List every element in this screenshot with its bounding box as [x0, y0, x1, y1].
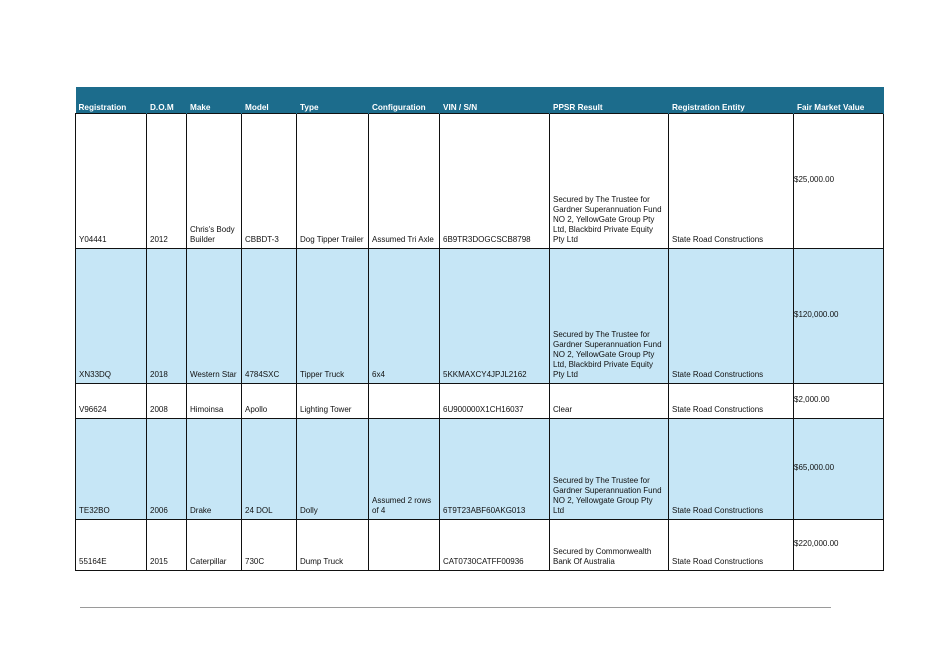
model-cell: CBBDT-3	[242, 114, 297, 249]
configuration-cell: Assumed 2 rows of 4	[369, 419, 440, 520]
type-cell: Dog Tipper Trailer	[297, 114, 369, 249]
vin-cell: 6U900000X1CH16037	[440, 384, 550, 419]
dom-cell: 2012	[147, 114, 187, 249]
column-header-make: Make	[187, 87, 242, 114]
table-row	[76, 114, 884, 249]
column-header-ppsr-result: PPSR Result	[550, 87, 669, 114]
registration-cell: XN33DQ	[76, 249, 147, 384]
model-cell: 730C	[242, 520, 297, 571]
column-header-model: Model	[242, 87, 297, 114]
registration-entity-cell: State Road Constructions	[669, 520, 794, 571]
column-header-dom: D.O.M	[147, 87, 187, 114]
type-cell: Dolly	[297, 419, 369, 520]
model-cell: Apollo	[242, 384, 297, 419]
table-row	[76, 384, 884, 419]
table-header-row	[76, 87, 884, 114]
fair-market-value-cell: $120,000.00	[794, 249, 884, 384]
column-header-registration-entity: Registration Entity	[669, 87, 794, 114]
model-cell: 4784SXC	[242, 249, 297, 384]
registration-cell: 55164E	[76, 520, 147, 571]
fair-market-value-cell: $65,000.00	[794, 419, 884, 520]
column-header-type: Type	[297, 87, 369, 114]
registration-entity-cell: State Road Constructions	[669, 249, 794, 384]
registration-entity-cell: State Road Constructions	[669, 384, 794, 419]
model-cell: 24 DOL	[242, 419, 297, 520]
registration-cell: V96624	[76, 384, 147, 419]
dom-cell: 2015	[147, 520, 187, 571]
configuration-cell	[369, 520, 440, 571]
vin-cell: CAT0730CATFF00936	[440, 520, 550, 571]
dom-cell: 2008	[147, 384, 187, 419]
make-cell: Himoinsa	[187, 384, 242, 419]
ppsr-result-cell: Secured by The Trustee for Gardner Superannuation Fund NO 2, YellowGate Group Pty Ltd, Blackbird Private Equity Pty Ltd	[550, 114, 669, 249]
column-header-configuration: Configuration	[369, 87, 440, 114]
vin-cell: 5KKMAXCY4JPJL2162	[440, 249, 550, 384]
make-cell: Chris's Body Builder	[187, 114, 242, 249]
ppsr-result-cell: Clear	[550, 384, 669, 419]
type-cell: Dump Truck	[297, 520, 369, 571]
column-header-fair-market-value: Fair Market Value	[794, 87, 884, 114]
type-cell: Tipper Truck	[297, 249, 369, 384]
make-cell: Drake	[187, 419, 242, 520]
make-cell: Caterpillar	[187, 520, 242, 571]
dom-cell: 2006	[147, 419, 187, 520]
registration-cell: Y04441	[76, 114, 147, 249]
type-cell: Lighting Tower	[297, 384, 369, 419]
fair-market-value-cell: $2,000.00	[794, 384, 884, 419]
fair-market-value-cell: $220,000.00	[794, 520, 884, 571]
dom-cell: 2018	[147, 249, 187, 384]
fair-market-value-cell: $25,000.00	[794, 114, 884, 249]
column-header-vin: VIN / S/N	[440, 87, 550, 114]
registration-entity-cell: State Road Constructions	[669, 419, 794, 520]
vin-cell: 6T9T23ABF60AKG013	[440, 419, 550, 520]
table-row	[76, 520, 884, 571]
vin-cell: 6B9TR3DOGCSCB8798	[440, 114, 550, 249]
registration-cell: TE32BO	[76, 419, 147, 520]
asset-valuation-table	[75, 87, 884, 571]
make-cell: Western Star	[187, 249, 242, 384]
table-row	[76, 249, 884, 384]
configuration-cell	[369, 384, 440, 419]
footer-divider	[80, 607, 831, 608]
ppsr-result-cell: Secured by The Trustee for Gardner Superannuation Fund NO 2, Yellowgate Group Pty Ltd	[550, 419, 669, 520]
registration-entity-cell: State Road Constructions	[669, 114, 794, 249]
ppsr-result-cell: Secured by The Trustee for Gardner Superannuation Fund NO 2, YellowGate Group Pty Ltd, Blackbird Private Equity Pty Ltd	[550, 249, 669, 384]
ppsr-result-cell: Secured by Commonwealth Bank Of Australia	[550, 520, 669, 571]
table-row	[76, 419, 884, 520]
configuration-cell: 6x4	[369, 249, 440, 384]
configuration-cell: Assumed Tri Axle	[369, 114, 440, 249]
column-header-registration: Registration	[76, 87, 147, 114]
